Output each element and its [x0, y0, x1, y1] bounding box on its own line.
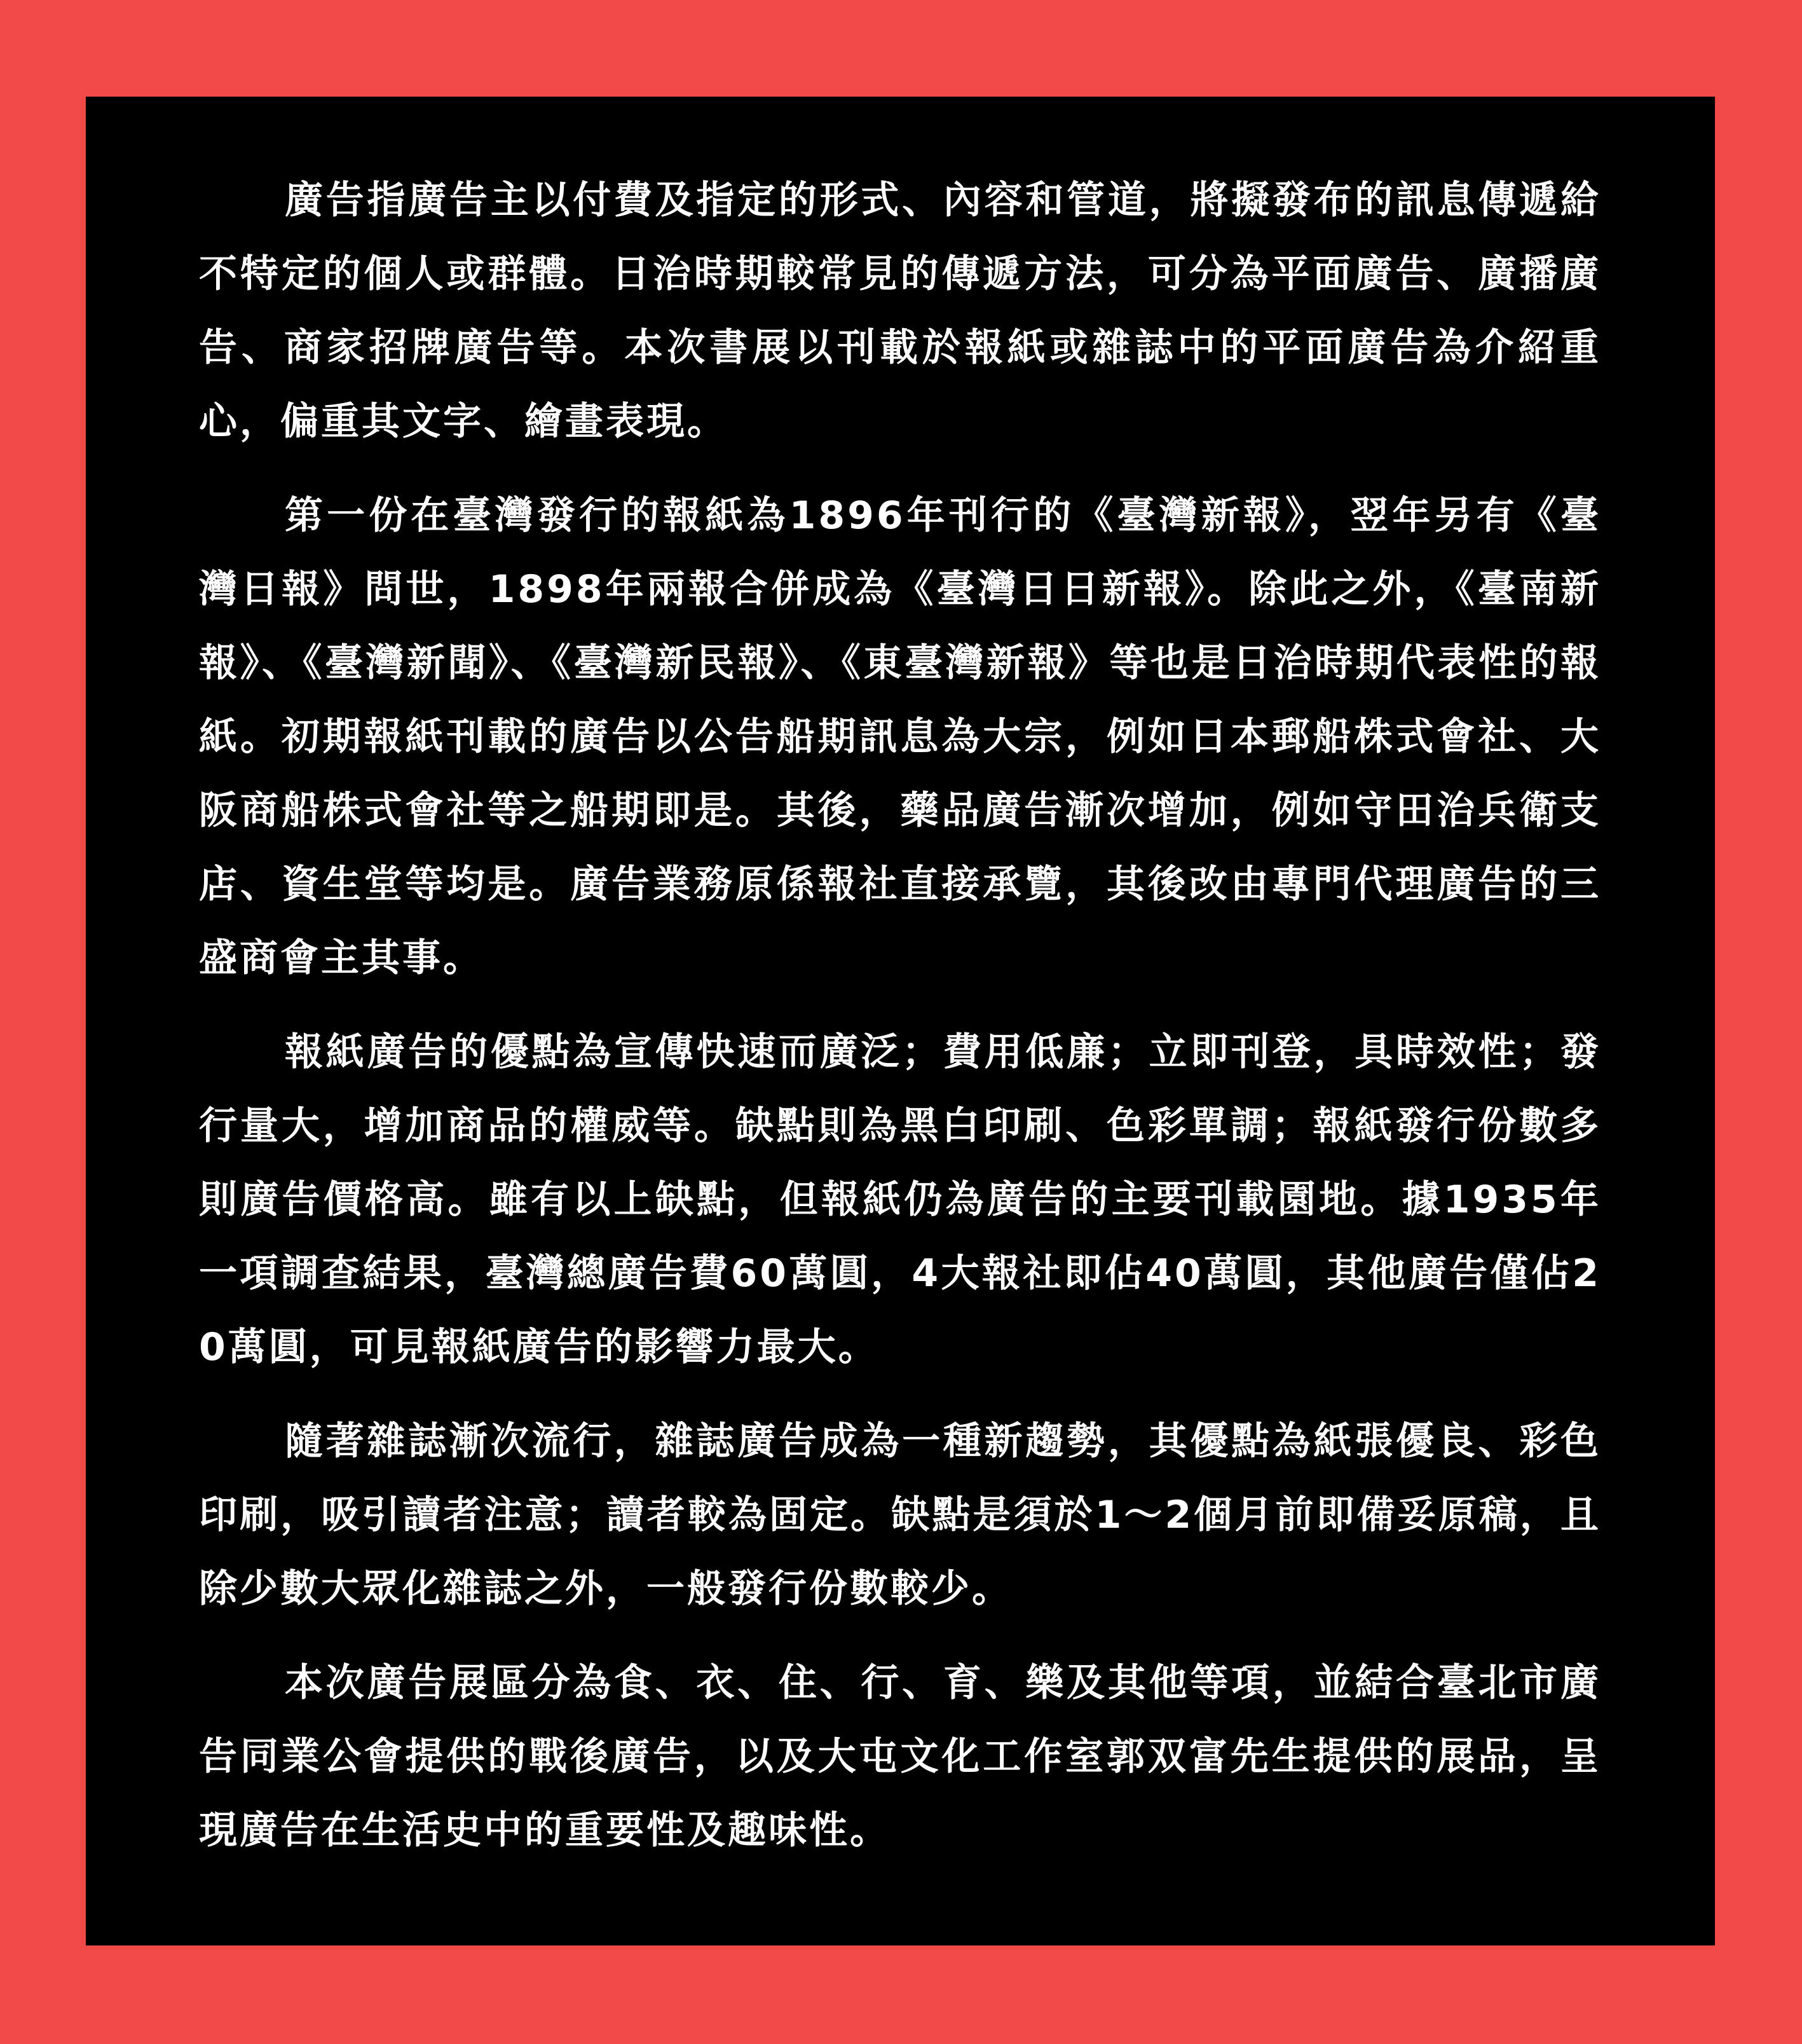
- paragraph-magazines: 隨著雜誌漸次流行，雜誌廣告成為一種新趨勢，其優點為紙張優良、彩色印刷，吸引讀者注意；讀者較為固定。缺點是須於1～2個月前即備妥原稿，且除少數大眾化雜誌之外，一般發行份數較少。: [199, 1419, 1601, 1611]
- text-panel: [86, 97, 1715, 1945]
- paragraph-newspapers: 第一份在臺灣發行的報紙為1896年刊行的《臺灣新報》，翌年另有《臺灣日報》問世，1898年兩報合併成為《臺灣日日新報》。除此之外，《臺南新報》、《臺灣新聞》、《臺灣新民報》、《東臺灣新報》等也是日治時期代表性的報紙。初期報紙刊載的廣告以公告船期訊息為大宗，例如日本郵船株式會社、大阪商船株式會社等之船期即是。其後，藥品廣告漸次增加，例如守田治兵衛支店、資生堂等均是。廣告業務原係報社直接承覽，其後改由專門代理廣告的三盛商會主其事。: [199, 493, 1601, 980]
- paragraph-newspaper-pros-cons: 報紙廣告的優點為宣傳快速而廣泛；費用低廉；立即刊登，具時效性；發行量大，增加商品的權威等。缺點則為黑白印刷、色彩單調；報紙發行份數多則廣告價格高。雖有以上缺點，但報紙仍為廣告的主要刊載園地。據1935年一項調查結果，臺灣總廣告費60萬圓，4大報社即佔40萬圓，其他廣告僅佔20萬圓，可見報紙廣告的影響力最大。: [199, 1030, 1601, 1369]
- paragraph-intro: 廣告指廣告主以付費及指定的形式、內容和管道，將擬發布的訊息傳遞給不特定的個人或群體。日治時期較常見的傳遞方法，可分為平面廣告、廣播廣告、商家招牌廣告等。本次書展以刊載於報紙或雜誌中的平面廣告為介紹重心，偏重其文字、繪畫表現。: [199, 178, 1601, 444]
- paragraph-exhibition: 本次廣告展區分為食、衣、住、行、育、樂及其他等項，並結合臺北市廣告同業公會提供的戰後廣告，以及大屯文化工作室郭双富先生提供的展品，呈現廣告在生活史中的重要性及趣味性。: [199, 1661, 1601, 1853]
- article-body: [199, 163, 1601, 1888]
